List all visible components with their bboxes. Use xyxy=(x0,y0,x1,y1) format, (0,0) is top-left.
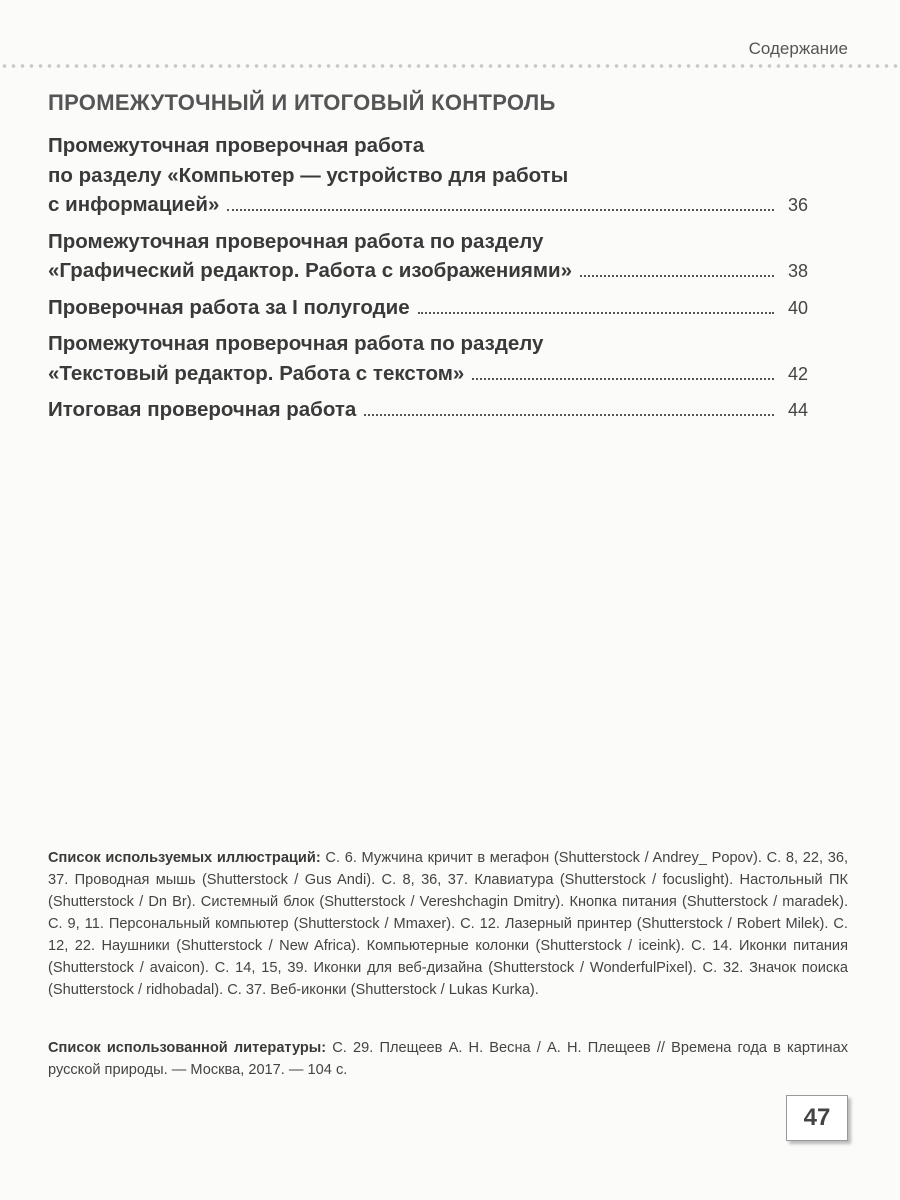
section-title: ПРОМЕЖУТОЧНЫЙ И ИТОГОВЫЙ КОНТРОЛЬ xyxy=(48,90,556,115)
running-header: Содержание xyxy=(748,39,848,58)
dot-leader xyxy=(472,378,774,380)
dot-leader xyxy=(418,312,774,314)
toc-entry-line: «Графический редактор. Работа с изображениями» xyxy=(48,259,572,282)
toc-entry[interactable] xyxy=(48,293,808,324)
literature-text: С. 29. Плещеев А. Н. Весна / А. Н. Плещеев // Времена года в картинах русской природы. — Москва, 2017. — 104 с. xyxy=(48,1040,848,1078)
toc-entry[interactable] xyxy=(48,329,808,389)
page-number: 47 xyxy=(786,1095,848,1141)
toc-page-number: 36 xyxy=(787,195,808,215)
toc-page-number: 40 xyxy=(787,297,808,318)
illustrations-list xyxy=(48,847,848,1001)
toc-page-number: 44 xyxy=(787,400,808,420)
dot-leader xyxy=(580,275,774,277)
toc-page-number: 42 xyxy=(787,363,808,384)
toc-entry[interactable] xyxy=(48,227,808,287)
toc-entry[interactable] xyxy=(48,131,808,221)
toc-entry[interactable] xyxy=(48,395,808,426)
literature-label: Список использованной литературы: xyxy=(48,1040,327,1056)
toc-entry-line: «Текстовый редактор. Работа с текстом» xyxy=(48,361,465,385)
toc-entry-line: с информацией» xyxy=(48,193,220,216)
toc-entry-line: по разделу «Компьютер — устройство для работы xyxy=(48,163,569,187)
illustrations-text: С. 6. Мужчина кричит в мегафон (Shutterstock / Andrey_ Popov). С. 8, 22, 36, 37. Проводная мышь (Shutterstock / Gus Andi). С. 8, 36, 37. Клавиатура (Shutterstock / focuslight). Настольный ПК (Shutterstock / Dn Br). Системный блок (Shutterstock / Vereshchagin Dmitry). Кнопка питания (Shutterstock / maradek). С. 9, 11. Персональный компьютер (Shutterstock / Mmaxer). С. 12. Лазерный принтер (Shutterstock / Robert Milek). С. 12, 22. Наушники (Shutterstock / New Africa). Компьютерные колонки (Shutterstock / iceink). С. 14. Иконки питания (Shutterstock / avaicon). С. 14, 15, 39. Иконки для веб-дизайна (Shutterstock / WonderfulPixel). С. 32. Значок поиска (Shutterstock / ridhobadal). С. 37. Веб-иконки (Shutterstock / Lukas Kurka). xyxy=(48,850,848,998)
dot-leader xyxy=(364,414,774,416)
toc-entry-line: Промежуточная проверочная работа по разделу xyxy=(48,332,544,355)
toc-page-number: 38 xyxy=(787,261,808,281)
literature-list xyxy=(48,1037,848,1081)
toc-entry-line: Итоговая проверочная работа xyxy=(48,398,357,421)
toc-entry-line: Промежуточная проверочная работа по разделу xyxy=(48,229,544,253)
toc-entry-line: Промежуточная проверочная работа xyxy=(48,134,425,157)
dot-leader xyxy=(227,209,774,211)
toc-entry-line: Проверочная работа за I полугодие xyxy=(48,295,410,319)
dotted-divider xyxy=(0,63,900,69)
illustrations-label: Список используемых иллюстраций: xyxy=(48,850,321,866)
table-of-contents xyxy=(48,131,808,432)
